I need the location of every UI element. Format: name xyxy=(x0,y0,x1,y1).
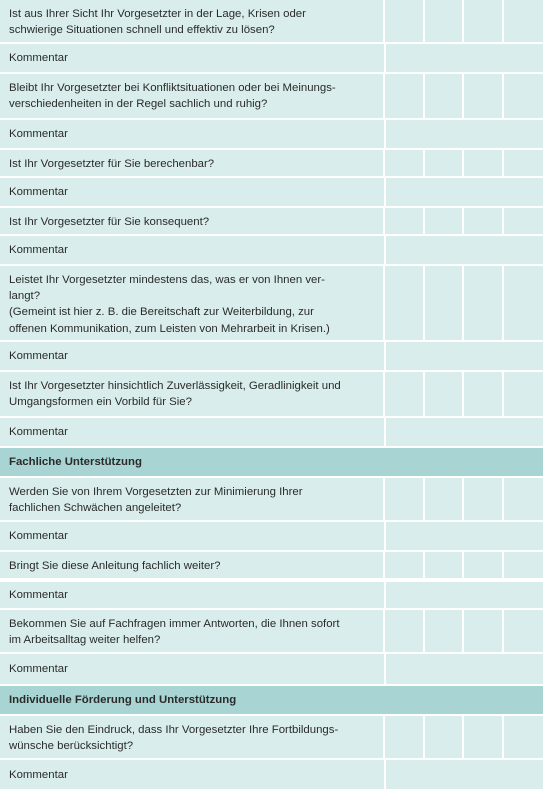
question-text: Ist Ihr Vorgesetzter für Sie konsequent? xyxy=(0,208,383,234)
comment-field[interactable] xyxy=(386,418,543,446)
rating-cell-3[interactable] xyxy=(464,478,502,520)
question-text: Ist Ihr Vorgesetzter für Sie berechenbar? xyxy=(0,150,383,176)
comment-row xyxy=(0,178,543,206)
question-row xyxy=(0,266,543,340)
comment-row xyxy=(0,342,543,370)
comment-label: Kommentar xyxy=(0,522,384,550)
rating-cell-4[interactable] xyxy=(504,372,543,416)
rating-cell-1[interactable] xyxy=(385,150,424,176)
comment-row xyxy=(0,582,543,608)
rating-cell-2[interactable] xyxy=(425,610,462,652)
comment-field[interactable] xyxy=(386,760,543,789)
rating-cell-2[interactable] xyxy=(425,150,462,176)
rating-cell-3[interactable] xyxy=(464,372,502,416)
rating-cell-1[interactable] xyxy=(385,208,424,234)
rating-cell-3[interactable] xyxy=(464,208,502,234)
question-row xyxy=(0,552,543,578)
section-title: Fachliche Unterstützung xyxy=(0,448,543,476)
rating-cell-4[interactable] xyxy=(504,552,543,578)
rating-cell-3[interactable] xyxy=(464,266,502,340)
rating-cell-3[interactable] xyxy=(464,0,502,42)
section-title: Individuelle Förderung und Unterstützung xyxy=(0,686,543,714)
comment-field[interactable] xyxy=(386,342,543,370)
comment-label: Kommentar xyxy=(0,178,384,206)
rating-cell-3[interactable] xyxy=(464,74,502,118)
rating-cell-2[interactable] xyxy=(425,478,462,520)
rating-cell-3[interactable] xyxy=(464,552,502,578)
comment-row xyxy=(0,236,543,264)
rating-cell-2[interactable] xyxy=(425,208,462,234)
section-header xyxy=(0,686,543,714)
comment-field[interactable] xyxy=(386,178,543,206)
rating-cell-1[interactable] xyxy=(385,716,424,758)
question-text: Werden Sie von Ihrem Vorgesetzten zur Minimierung Ihrer fachlichen Schwächen angeleitet? xyxy=(0,478,383,520)
comment-label: Kommentar xyxy=(0,44,384,72)
comment-field[interactable] xyxy=(386,582,543,608)
comment-row xyxy=(0,418,543,446)
rating-cell-1[interactable] xyxy=(385,0,424,42)
rating-cell-4[interactable] xyxy=(504,716,543,758)
rating-cell-2[interactable] xyxy=(425,0,462,42)
rating-cell-4[interactable] xyxy=(504,150,543,176)
question-row xyxy=(0,372,543,416)
rating-cell-1[interactable] xyxy=(385,478,424,520)
comment-field[interactable] xyxy=(386,120,543,148)
question-row xyxy=(0,74,543,118)
comment-row xyxy=(0,120,543,148)
rating-cell-2[interactable] xyxy=(425,266,462,340)
rating-cell-4[interactable] xyxy=(504,74,543,118)
comment-field[interactable] xyxy=(386,236,543,264)
rating-cell-1[interactable] xyxy=(385,372,424,416)
comment-row xyxy=(0,654,543,684)
rating-cell-3[interactable] xyxy=(464,150,502,176)
rating-cell-3[interactable] xyxy=(464,716,502,758)
question-row xyxy=(0,610,543,652)
section-header xyxy=(0,448,543,476)
rating-cell-1[interactable] xyxy=(385,266,424,340)
rating-cell-2[interactable] xyxy=(425,716,462,758)
question-text: Bleibt Ihr Vorgesetzter bei Konfliktsituationen oder bei Meinungs- verschiedenheiten in der Regel sachlich und ruhig? xyxy=(0,74,383,118)
rating-cell-3[interactable] xyxy=(464,610,502,652)
question-text: Ist Ihr Vorgesetzter hinsichtlich Zuverlässigkeit, Geradlinigkeit und Umgangsformen ein Vorbild für Sie? xyxy=(0,372,383,416)
comment-field[interactable] xyxy=(386,654,543,684)
comment-label: Kommentar xyxy=(0,582,384,608)
comment-label: Kommentar xyxy=(0,342,384,370)
question-row xyxy=(0,0,543,42)
question-row xyxy=(0,478,543,520)
rating-cell-4[interactable] xyxy=(504,478,543,520)
rating-cell-2[interactable] xyxy=(425,372,462,416)
comment-row xyxy=(0,44,543,72)
rating-cell-1[interactable] xyxy=(385,610,424,652)
question-text: Leistet Ihr Vorgesetzter mindestens das, was er von Ihnen ver- langt? (Gemeint ist hier z. B. die Bereitschaft zur Weiterbildung, zur offenen Kommunikation, zum Leisten von Mehrarbeit in Krisen.) xyxy=(0,266,383,340)
rating-cell-4[interactable] xyxy=(504,0,543,42)
question-text: Ist aus Ihrer Sicht Ihr Vorgesetzter in der Lage, Krisen oder schwierige Situationen schnell und effektiv zu lösen? xyxy=(0,0,383,42)
comment-label: Kommentar xyxy=(0,654,384,684)
rating-cell-1[interactable] xyxy=(385,552,424,578)
comment-label: Kommentar xyxy=(0,760,384,789)
question-text: Haben Sie den Eindruck, dass Ihr Vorgesetzter Ihre Fortbildungs- wünsche berücksichtigt? xyxy=(0,716,383,758)
comment-field[interactable] xyxy=(386,522,543,550)
comment-label: Kommentar xyxy=(0,120,384,148)
rating-cell-4[interactable] xyxy=(504,266,543,340)
question-row xyxy=(0,208,543,234)
rating-cell-2[interactable] xyxy=(425,74,462,118)
question-text: Bringt Sie diese Anleitung fachlich weiter? xyxy=(0,552,383,578)
rating-cell-4[interactable] xyxy=(504,610,543,652)
question-row xyxy=(0,150,543,176)
rating-cell-1[interactable] xyxy=(385,74,424,118)
comment-row xyxy=(0,522,543,550)
comment-label: Kommentar xyxy=(0,418,384,446)
question-text: Bekommen Sie auf Fachfragen immer Antworten, die Ihnen sofort im Arbeitsalltag weiter helfen? xyxy=(0,610,383,652)
rating-cell-4[interactable] xyxy=(504,208,543,234)
comment-field[interactable] xyxy=(386,44,543,72)
comment-row xyxy=(0,760,543,789)
comment-label: Kommentar xyxy=(0,236,384,264)
rating-cell-2[interactable] xyxy=(425,552,462,578)
question-row xyxy=(0,716,543,758)
